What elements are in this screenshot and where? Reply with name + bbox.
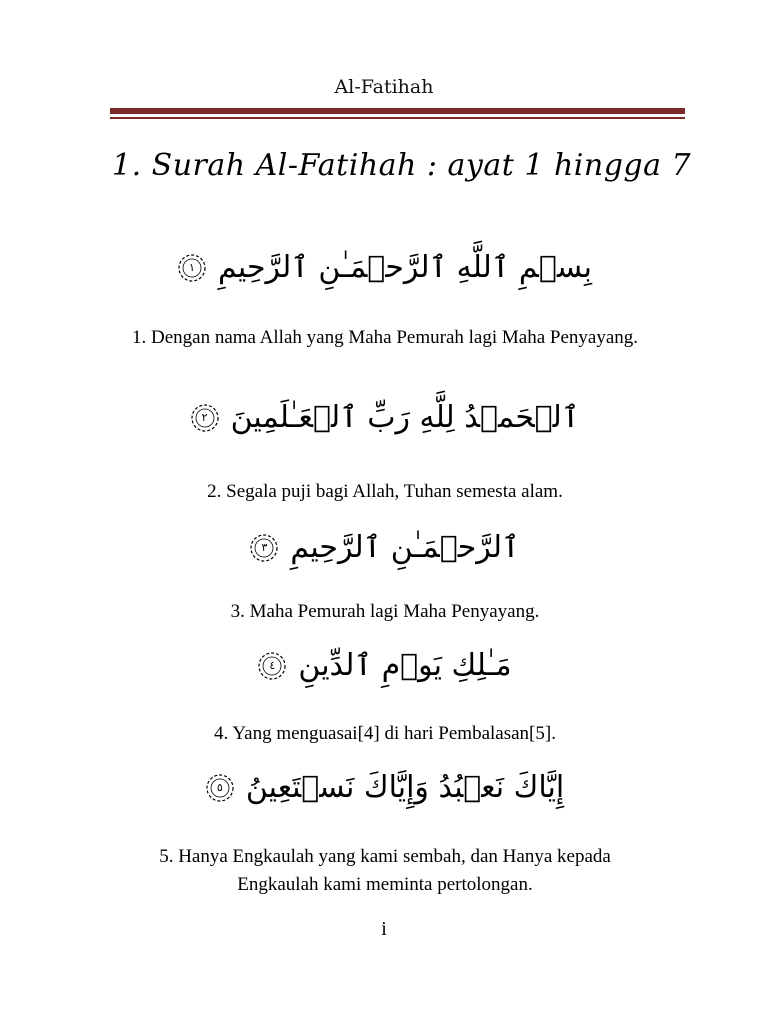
verse-1-arabic: [176, 250, 592, 286]
ayah-marker-icon: [176, 252, 208, 284]
verse-3-arabic: [248, 530, 519, 566]
ayah-marker-icon: [189, 402, 221, 434]
verse-4-number: ٤: [269, 659, 276, 673]
verse-5-arabic-text: إِيَّاكَ نَعۡبُدُ وَإِيَّاكَ نَسۡتَعِينُ: [245, 770, 565, 805]
verse-4-arabic: [256, 648, 511, 684]
verse-3-translation: 3. Maha Pemurah lagi Maha Penyayang.: [230, 601, 540, 622]
verse-5-arabic-line: [0, 770, 768, 806]
running-header: Al-Fatihah: [334, 76, 434, 98]
ayah-marker-icon: [204, 772, 236, 804]
header-rule-thick: [110, 108, 685, 114]
verse-1-arabic-text: بِسۡمِ ٱللَّهِ ٱلرَّحۡمَـٰنِ ٱلرَّحِيمِ: [217, 250, 593, 285]
ayah-marker-icon: [256, 650, 288, 682]
verse-2-arabic-text: ٱلۡحَمۡدُ لِلَّهِ رَبِّ ٱلۡعَـٰلَمِينَ: [230, 400, 580, 435]
chapter-title: 1. Surah Al-Fatihah : ayat 1 hingga 7: [112, 148, 692, 183]
verse-4-arabic-text: مَـٰلِكِ يَوۡمِ ٱلدِّينِ: [298, 648, 512, 683]
verse-5-number: ٥: [216, 781, 223, 795]
verse-2-arabic: [189, 400, 580, 436]
ayah-marker-icon: [248, 532, 280, 564]
verse-5-arabic: [204, 770, 564, 806]
verse-1-number: ١: [189, 261, 195, 275]
verse-1-arabic-line: [0, 250, 768, 286]
verse-3-number: ٣: [261, 541, 268, 555]
header-rule-thin: [110, 117, 685, 119]
verse-3-arabic-line: [0, 530, 768, 566]
verse-2-number: ٢: [201, 411, 208, 425]
verse-4-arabic-line: [0, 648, 768, 684]
page-number: i: [381, 918, 387, 940]
verse-5-translation: 5. Hanya Engkaulah yang kami sembah, dan Hanya kepada Engkaulah kami meminta pertolongan.: [159, 846, 611, 895]
verse-3-arabic-text: ٱلرَّحۡمَـٰنِ ٱلرَّحِيمِ: [290, 530, 520, 565]
verse-2-arabic-line: [0, 400, 768, 436]
verse-1-translation: 1. Dengan nama Allah yang Maha Pemurah lagi Maha Penyayang.: [132, 327, 638, 348]
verse-2-translation: 2. Segala puji bagi Allah, Tuhan semesta alam.: [207, 481, 563, 502]
verse-4-translation: 4. Yang menguasai[4] di hari Pembalasan[5].: [214, 723, 556, 744]
